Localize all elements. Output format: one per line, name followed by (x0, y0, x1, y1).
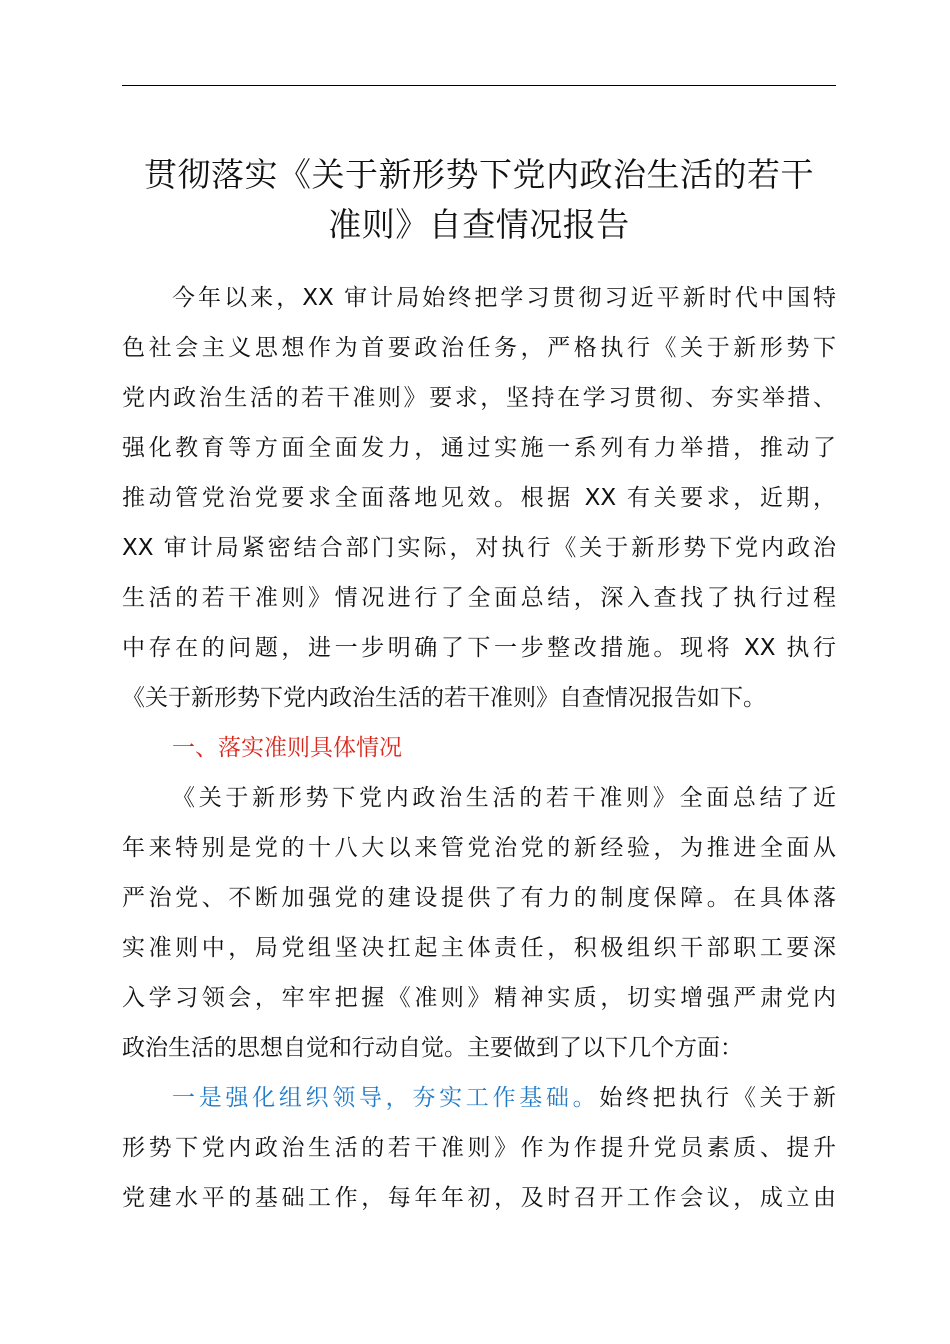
point-one-lead-rest: 始终把执行《关于新 (599, 1085, 837, 1111)
intro-line: 强化教育等方面全面发力，通过实施一系列有力举措，推动了 (122, 435, 836, 461)
title-line-1: 贯彻落实《关于新形势下党内政治生活的若干 (144, 155, 814, 194)
title-line-2: 准则》自查情况报告 (328, 205, 630, 244)
intro-line: 生活的若干准则》情况进行了全面总结，深入查找了执行过程 (122, 585, 836, 611)
intro-line: 推动管党治党要求全面落地见效。根据 XX 有关要求，近期， (122, 485, 836, 511)
section-line: 《关于新形势下党内政治生活的若干准则》全面总结了近 (172, 785, 836, 811)
section-line: 政治生活的思想自觉和行动自觉。主要做到了以下几个方面： (122, 1035, 743, 1061)
point-one-line: 党建水平的基础工作，每年年初，及时召开工作会议，成立由 (122, 1185, 836, 1211)
intro-paragraph (122, 273, 836, 723)
intro-line: 今年以来，XX 审计局始终把学习贯彻习近平新时代中国特 (172, 285, 836, 311)
section-line: 实准则中，局党组坚决扛起主体责任，积极组织干部职工要深 (122, 935, 836, 961)
point-one-paragraph (122, 1073, 836, 1223)
document-body (122, 273, 836, 1223)
intro-line: 党内政治生活的若干准则》要求，坚持在学习贯彻、夯实举措、 (122, 385, 836, 411)
header-rule (122, 85, 836, 86)
section-heading: 一、落实准则具体情况 (172, 735, 402, 761)
intro-line: 《关于新形势下党内政治生活的若干准则》自查情况报告如下。 (122, 685, 766, 711)
section-line: 入学习领会，牢牢把握《准则》精神实质，切实增强严肃党内 (122, 985, 836, 1011)
point-one-line: 形势下党内政治生活的若干准则》作为作提升党员素质、提升 (122, 1135, 836, 1161)
section-line: 年来特别是党的十八大以来管党治党的新经验，为推进全面从 (122, 835, 836, 861)
point-one-first-line (122, 1073, 836, 1123)
intro-line: 色社会主义思想作为首要政治任务，严格执行《关于新形势下 (122, 335, 836, 361)
section-line: 严治党、不断加强党的建设提供了有力的制度保障。在具体落 (122, 885, 836, 911)
point-one-lead: 一是强化组织领导，夯实工作基础。 (172, 1085, 600, 1111)
document-title (122, 150, 836, 250)
intro-line: 中存在的问题，进一步明确了下一步整改措施。现将 XX 执行 (122, 635, 836, 661)
intro-line: XX 审计局紧密结合部门实际，对执行《关于新形势下党内政治 (122, 535, 836, 561)
section-paragraph (122, 773, 836, 1073)
